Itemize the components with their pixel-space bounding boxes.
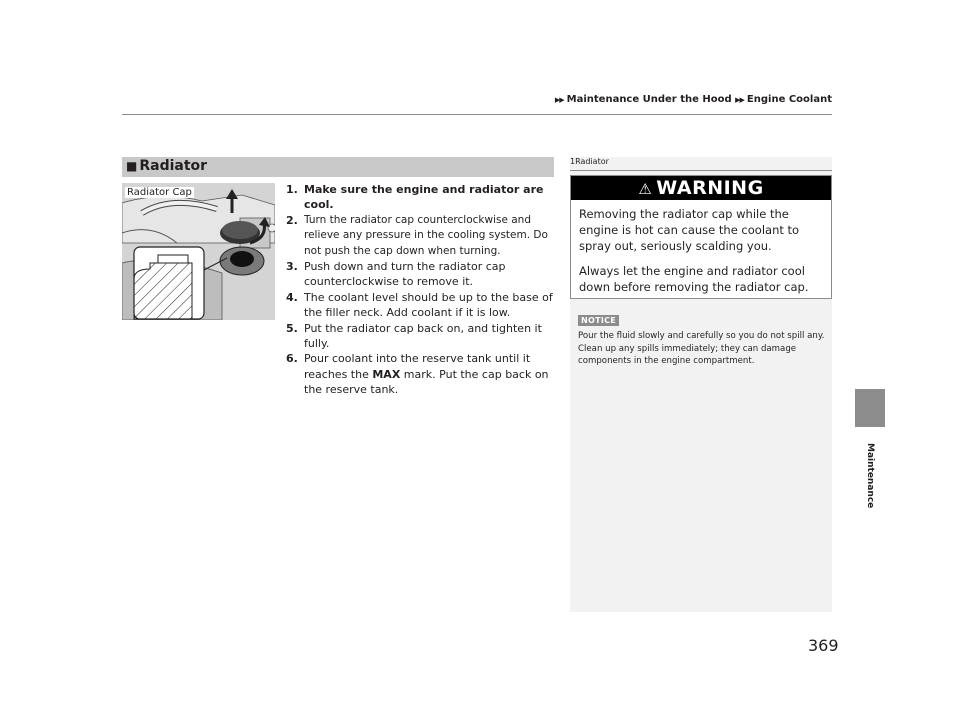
notice-text: Pour the fluid slowly and carefully so you do not spill any. Clean up any spills immediately; they can damage components in the engine compartment. <box>578 331 825 366</box>
sidebar-notes <box>570 157 832 612</box>
step-text <box>304 351 556 397</box>
step-text: Put the radiator cap back on, and tighten it fully. <box>304 321 542 351</box>
step-item <box>286 290 556 321</box>
step-number: 1. <box>286 183 298 196</box>
header-rule <box>122 114 832 115</box>
step-text: The coolant level should be up to the base of the filler neck. Add coolant if it is low. <box>304 290 553 320</box>
step-item <box>286 182 556 213</box>
engine-bay-drawing <box>122 183 275 320</box>
double-triangle-right-icon: ▶▶ <box>735 96 744 104</box>
sidebar-title: Radiator <box>575 157 609 166</box>
step-text: Push down and turn the radiator cap counterclockwise to remove it. <box>304 260 506 289</box>
warning-label: WARNING <box>656 177 764 199</box>
double-triangle-right-icon: ▶▶ <box>554 96 564 104</box>
step-item <box>286 259 556 290</box>
step-number: 3. <box>286 260 298 274</box>
procedure-steps <box>286 182 556 398</box>
sidebar-header <box>570 157 832 169</box>
step-item <box>286 321 556 352</box>
step-item <box>286 351 556 397</box>
notice-badge: NOTICE <box>578 315 619 326</box>
step-number: 6. <box>286 352 298 366</box>
breadcrumb-parent[interactable]: Maintenance Under the Hood <box>566 94 732 105</box>
reference-marker: 1 <box>570 157 576 166</box>
breadcrumb-current: Engine Coolant <box>746 94 832 105</box>
breadcrumb <box>555 94 832 105</box>
radiator-cap-illustration <box>122 183 275 320</box>
step-text: Make sure the engine and radiator are cool. <box>304 183 544 212</box>
section-header <box>122 157 554 177</box>
warning-paragraph: Removing the radiator cap while the engine is hot can cause the coolant to spray out, seriously scalding you. <box>579 207 800 253</box>
step-number: 2. <box>286 213 298 227</box>
step-number: 5. <box>286 321 298 335</box>
sidebar-rule <box>570 170 832 171</box>
figure-label: Radiator Cap <box>127 187 192 198</box>
max-mark-label: MAX <box>372 367 401 381</box>
step-text-part: Pour coolant into the reserve tank until it reaches the <box>304 352 531 381</box>
side-tab-label: Maintenance <box>865 443 875 509</box>
warning-text <box>579 206 825 304</box>
page-number: 369 <box>808 636 839 655</box>
step-item <box>286 213 556 259</box>
warning-header <box>571 176 831 200</box>
warning-paragraph: Always let the engine and radiator cool down before removing the radiator cap. <box>579 264 809 294</box>
warning-box <box>570 175 832 299</box>
warning-triangle-icon: ⚠ <box>638 180 653 198</box>
square-bullet-icon: ■ <box>126 159 138 173</box>
section-title: Radiator <box>139 158 208 174</box>
side-tab-marker <box>855 389 885 427</box>
step-text-part: mark. Put the cap back on the reserve tank. <box>304 367 549 397</box>
step-number: 4. <box>286 290 298 304</box>
step-text: Turn the radiator cap counterclockwise and relieve any pressure in the cooling system. Do not push the cap down when turning. <box>304 213 548 257</box>
